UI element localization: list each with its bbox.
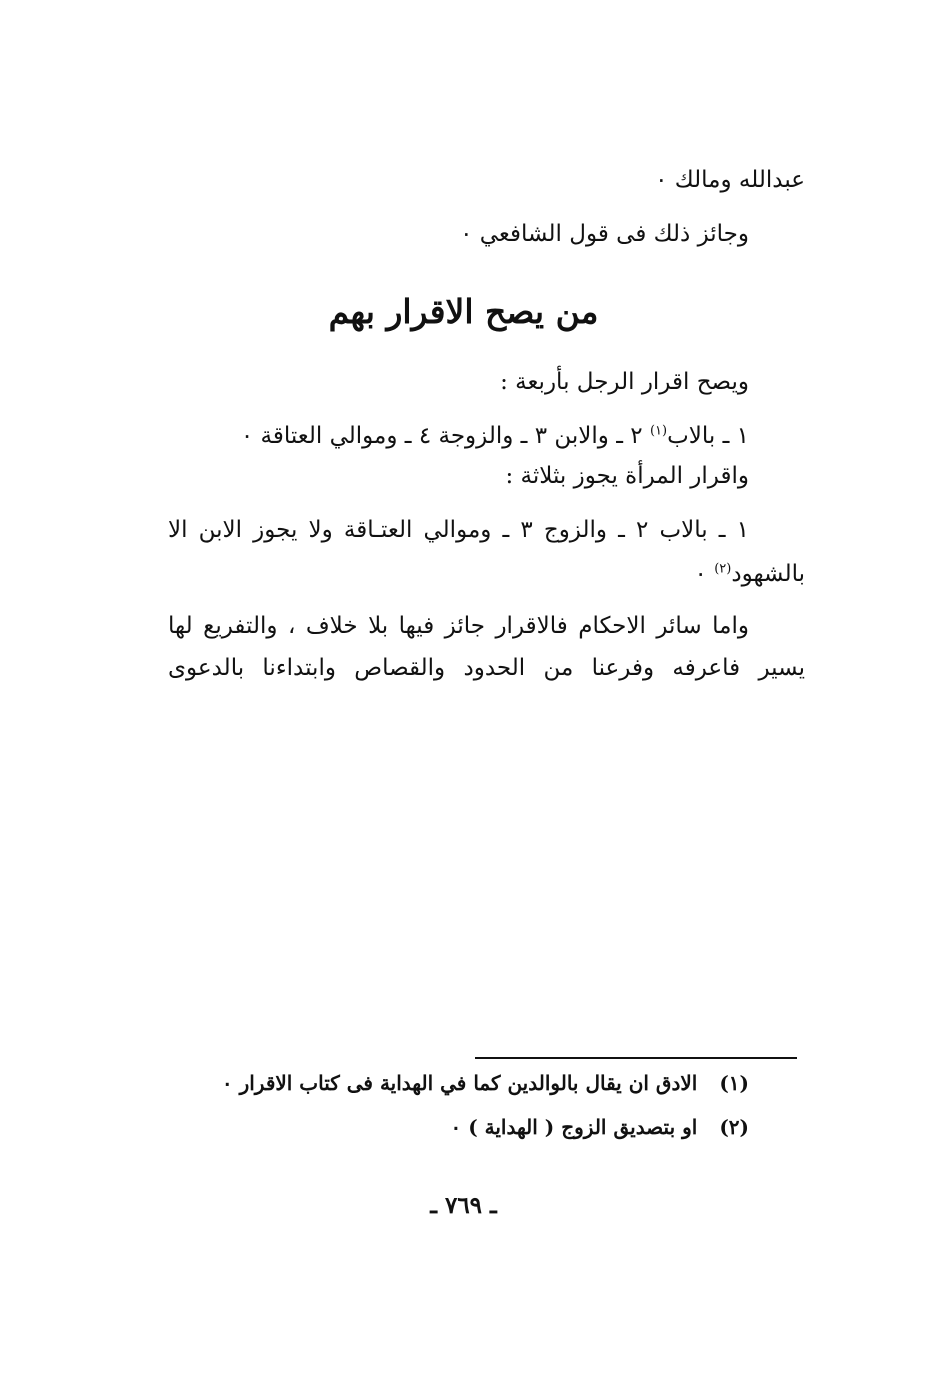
- text-line-4-start: ١ ـ بالاب: [667, 423, 749, 449]
- text-line-4-end: ٢ ـ والابن ٣ ـ والزوجة ٤ ـ وموالي العتاقة ٠: [240, 423, 650, 449]
- footnote-2-text: او بتصديق الزوج ( الهداية ) ٠: [450, 1115, 698, 1139]
- footnote-1-number: (١): [719, 1071, 749, 1095]
- footnote-2: [450, 1112, 749, 1142]
- footnote-2-number: (٢): [719, 1115, 749, 1139]
- footnote-ref-2: (٢): [714, 561, 732, 577]
- text-line-1: عبدالله ومالك ٠: [655, 167, 805, 193]
- footnote-separator: [475, 1057, 797, 1059]
- text-line-6: ١ ـ بالاب ٢ ـ والزوج ٣ ـ وموالي العتـاقة ولا يجوز الابن الا: [168, 517, 749, 543]
- text-line-3: ويصح اقرار الرجل بأربعة :: [500, 369, 749, 395]
- text-line-8: واما سائر الاحكام فالاقرار جائز فيها بلا خلاف ، والتفريع لها: [168, 613, 749, 639]
- section-heading: من يصح الاقرار بهم: [328, 292, 599, 331]
- text-line-7-start: بالشهود: [731, 561, 805, 587]
- text-line-7: [695, 558, 805, 590]
- text-line-9: يسير فاعرفه وفرعنا من الحدود والقصاص وابتداءنا بالدعوى: [168, 655, 805, 681]
- footnote-1: [222, 1068, 749, 1098]
- text-line-2: وجائز ذلك فى قول الشافعي ٠: [460, 221, 749, 247]
- footnote-1-text: الادق ان يقال بالوالدين كما في الهداية فى كتاب الاقرار ٠: [221, 1071, 698, 1095]
- text-line-4: [241, 420, 749, 452]
- footnote-ref-1: (١): [649, 423, 668, 439]
- text-line-5: واقرار المرأة يجوز بثلاثة :: [505, 463, 749, 489]
- text-line-7-end: ٠: [694, 561, 715, 587]
- page-number: ـ ٧٦٩ ـ: [430, 1192, 497, 1219]
